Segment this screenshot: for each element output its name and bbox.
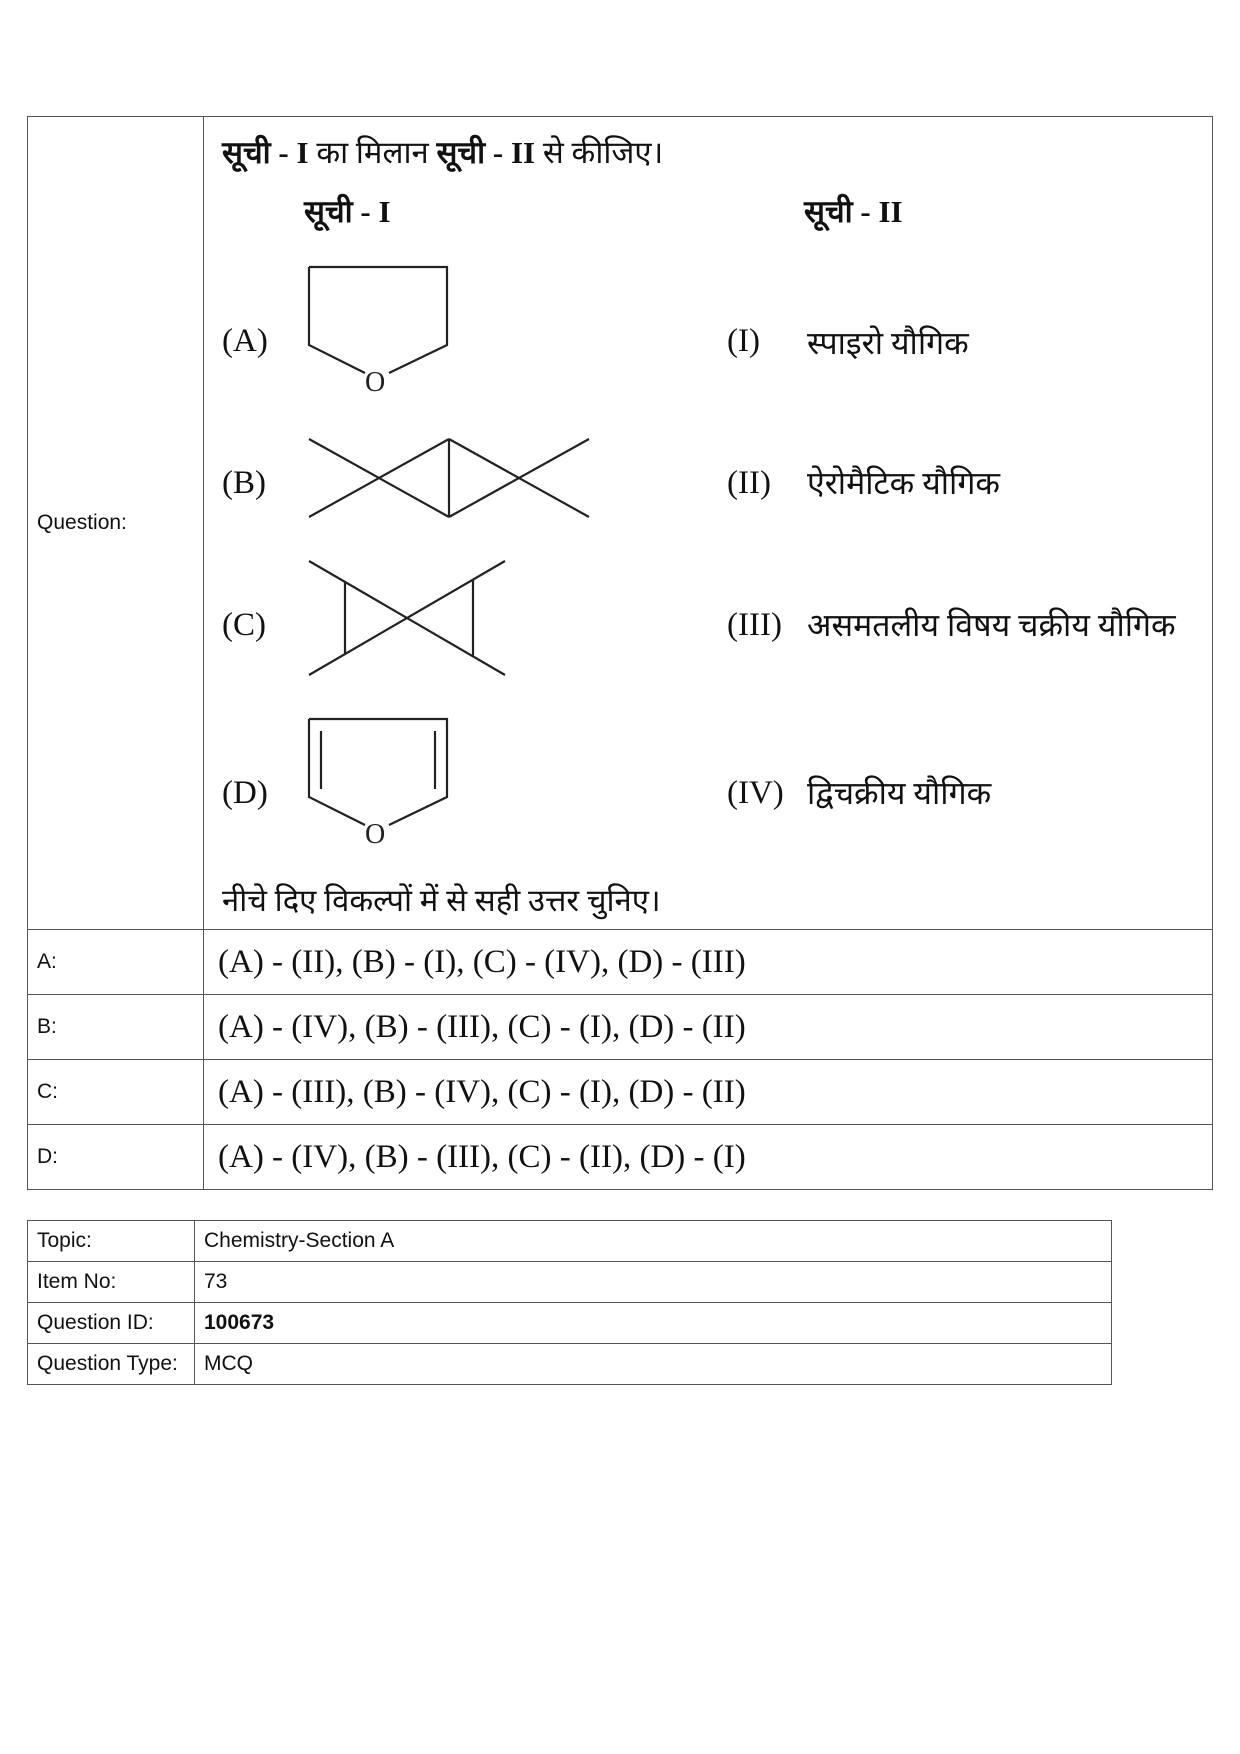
list2-text-1: स्पाइरो यौगिक bbox=[807, 325, 969, 361]
item-no-label: Item No: bbox=[28, 1262, 195, 1303]
structure-d bbox=[309, 719, 469, 849]
question-id-label: Question ID: bbox=[28, 1303, 195, 1344]
list1-letter-a: (A) bbox=[222, 323, 268, 359]
structure-a-bonds-left bbox=[309, 267, 365, 373]
structure-a bbox=[309, 267, 469, 397]
list2-text-2: ऐरोमैटिक यौगिक bbox=[807, 465, 1000, 501]
list2-text-3: असमतलीय विषय चक्रीय यौगिक bbox=[807, 607, 1176, 643]
list1-header: सूची - I bbox=[304, 194, 391, 229]
option-text-d[interactable]: (A) - (IV), (B) - (III), (C) - (II), (D) - (I) bbox=[204, 1125, 1213, 1190]
option-row-c[interactable] bbox=[28, 1060, 1213, 1125]
topic-label: Topic: bbox=[28, 1221, 195, 1262]
question-label: Question: bbox=[28, 117, 204, 930]
option-text-c[interactable]: (A) - (III), (B) - (IV), (C) - (I), (D) - (II) bbox=[204, 1060, 1213, 1125]
option-row-a[interactable] bbox=[28, 930, 1213, 995]
topic-value: Chemistry-Section A bbox=[195, 1221, 1112, 1262]
structure-c bbox=[309, 561, 519, 681]
item-no-value: 73 bbox=[195, 1262, 1112, 1303]
list2-text-4: द्विचक्रीय यौगिक bbox=[807, 775, 992, 811]
list1-letter-d: (D) bbox=[222, 775, 268, 811]
meta-row-topic bbox=[28, 1221, 1112, 1262]
structure-a-bonds bbox=[309, 267, 447, 373]
list2-roman-2: (II) bbox=[727, 465, 771, 501]
option-text-b[interactable]: (A) - (IV), (B) - (III), (C) - (I), (D) - (II) bbox=[204, 995, 1213, 1060]
structure-a-oxygen: O bbox=[365, 367, 386, 398]
option-label-d: D: bbox=[28, 1125, 204, 1190]
list1-letter-c: (C) bbox=[222, 607, 266, 643]
list2-roman-1: (I) bbox=[727, 323, 760, 359]
structure-d-bonds bbox=[309, 719, 447, 825]
list2-header: सूची - II bbox=[804, 194, 903, 229]
question-footer: नीचे दिए विकल्पों में से सही उत्तर चुनिए। bbox=[222, 883, 661, 918]
meta-row-item bbox=[28, 1262, 1112, 1303]
meta-row-qtype bbox=[28, 1344, 1112, 1385]
option-row-d[interactable] bbox=[28, 1125, 1213, 1190]
question-type-value: MCQ bbox=[195, 1344, 1112, 1385]
list2-roman-4: (IV) bbox=[727, 775, 784, 811]
question-id-value: 100673 bbox=[195, 1303, 1112, 1344]
option-label-c: C: bbox=[28, 1060, 204, 1125]
structure-d-bonds-left bbox=[309, 719, 365, 825]
meta-row-qid bbox=[28, 1303, 1112, 1344]
question-type-label: Question Type: bbox=[28, 1344, 195, 1385]
list2-roman-3: (III) bbox=[727, 607, 782, 643]
structure-d-oxygen: O bbox=[365, 819, 386, 850]
metadata-table bbox=[27, 1220, 1112, 1385]
option-row-b[interactable] bbox=[28, 995, 1213, 1060]
question-content bbox=[204, 117, 1213, 930]
list1-letter-b: (B) bbox=[222, 465, 266, 501]
structure-b bbox=[309, 437, 599, 527]
option-label-a: A: bbox=[28, 930, 204, 995]
question-table bbox=[27, 116, 1213, 1190]
question-instruction: सूची - I का मिलान सूची - II से कीजिए। bbox=[222, 135, 664, 170]
option-label-b: B: bbox=[28, 995, 204, 1060]
option-text-a[interactable]: (A) - (II), (B) - (I), (C) - (IV), (D) - (III) bbox=[204, 930, 1213, 995]
